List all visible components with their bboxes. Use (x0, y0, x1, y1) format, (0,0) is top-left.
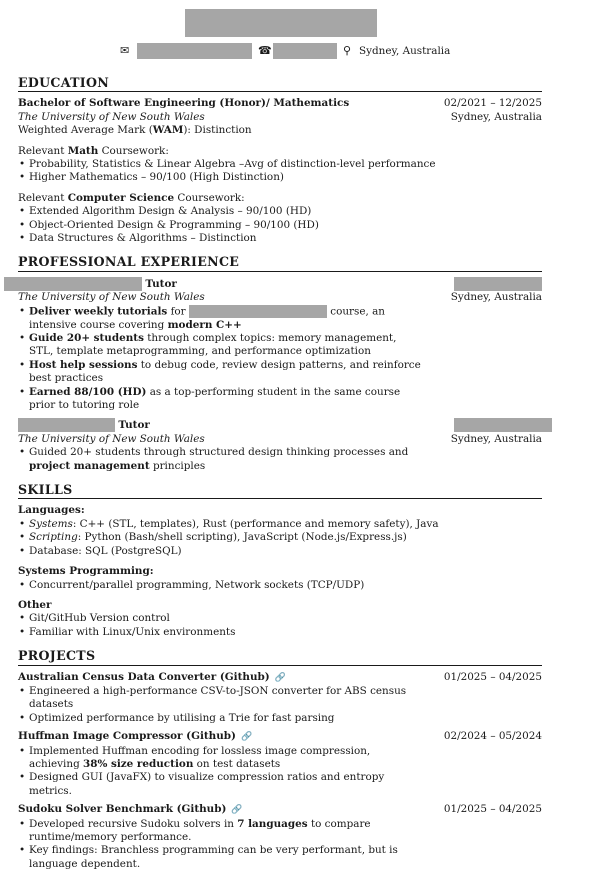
redacted-dates (454, 277, 542, 291)
list-item: • Higher Mathematics – 90/100 (High Distinction) (29, 171, 542, 184)
list-item: • Guided 20+ students through structured design thinking processes and project management principles (29, 446, 422, 473)
redacted-dates (454, 418, 552, 432)
skills-systems-title: Systems Programming: (18, 565, 154, 578)
redacted-course-name (189, 305, 327, 318)
project-dates: 01/2025 – 04/2025 (443, 803, 542, 816)
list-item: • Extended Algorithm Design & Analysis – 90/100 (HD) (29, 205, 542, 218)
link-icon[interactable]: 🔗 (240, 732, 253, 743)
list-item: • Host help sessions to debug code, review design patterns, and reinforce best practices (29, 359, 422, 386)
project-entry-3 (18, 803, 542, 871)
project-dates: 01/2025 – 04/2025 (443, 670, 542, 683)
math-coursework-list (18, 158, 542, 185)
map-pin-icon: ⚲ (343, 44, 352, 57)
list-item: • Optimized performance by utilising a Trie for fast parsing (29, 712, 452, 725)
experience-location: Sydney, Australia (450, 432, 542, 445)
list-item: • Implemented Huffman encoding for lossless image compression, achieving 38% size reduction on test datasets (29, 745, 422, 772)
skills-languages (18, 504, 542, 558)
degree-title: Bachelor of Software Engineering (Honor)/ Mathematics (18, 97, 350, 110)
wam-line: Weighted Average Mark (WAM): Distinction (18, 124, 252, 137)
cs-coursework-heading: Relevant Computer Science Coursework: (18, 191, 245, 204)
project-entry-2 (18, 730, 542, 798)
experience-location: Sydney, Australia (450, 291, 542, 304)
experience-school: The University of New South Wales (18, 432, 205, 445)
list-item: • Git/GitHub Version control (29, 612, 542, 625)
education-dates: 02/2021 – 12/2025 (443, 97, 542, 110)
resume-body (18, 70, 542, 871)
experience-school: The University of New South Wales (18, 291, 205, 304)
skills-systems (18, 565, 542, 592)
list-item: • Systems: C++ (STL, templates), Rust (performance and memory safety), Java (29, 518, 542, 531)
mail-icon: ✉ (120, 44, 130, 57)
skills-other-title: Other (18, 598, 52, 611)
project-entry-1 (18, 671, 542, 726)
contact-row (0, 43, 600, 59)
skills-languages-title: Languages: (18, 504, 85, 517)
link-icon[interactable]: 🔗 (274, 672, 286, 683)
education-entry (18, 97, 542, 245)
list-item: • Concurrent/parallel programming, Network sockets (TCP/UDP) (29, 579, 542, 592)
math-coursework-heading: Relevant Math Coursework: (18, 144, 169, 157)
project-title: Australian Census Data Converter (Github) (18, 670, 270, 683)
experience-entry-1 (18, 277, 542, 413)
redacted-email (137, 43, 252, 59)
section-title-experience: PROFESSIONAL EXPERIENCE (18, 255, 542, 271)
education-location: Sydney, Australia (450, 110, 542, 123)
project-dates: 02/2024 – 05/2024 (443, 730, 542, 743)
section-title-skills: SKILLS (18, 483, 542, 499)
list-item: • Guide 20+ students through complex topics: memory management, STL, template metaprogramming, and performance optimization (29, 332, 422, 359)
list-item: • Designed GUI (JavaFX) to visualize compression ratios and entropy metrics. (29, 771, 422, 798)
section-title-projects: PROJECTS (18, 649, 542, 665)
cs-coursework-list (18, 205, 542, 245)
phone-icon: ☎ (258, 44, 272, 57)
list-item: • Data Structures & Algorithms – Distinction (29, 232, 542, 245)
list-item: • Developed recursive Sudoku solvers in 7 languages to compare runtime/memory performance. (29, 818, 422, 845)
education-school: The University of New South Wales (18, 110, 205, 123)
experience-role: Tutor (145, 277, 177, 290)
project-title: Sudoku Solver Benchmark (Github) (18, 803, 227, 816)
list-item: • Earned 88/100 (HD) as a top-performing student in the same course prior to tutoring role (29, 386, 422, 413)
experience-bullets (18, 446, 542, 473)
redacted-course (4, 277, 142, 291)
section-title-education: EDUCATION (18, 76, 542, 92)
list-item: • Familiar with Linux/Unix environments (29, 626, 542, 639)
experience-role: Tutor (118, 419, 150, 432)
list-item: • Database: SQL (PostgreSQL) (29, 545, 542, 558)
list-item: • Scripting: Python (Bash/shell scripting), JavaScript (Node.js/Express.js) (29, 531, 542, 544)
list-item: • Object-Oriented Design & Programming – 90/100 (HD) (29, 219, 542, 232)
redacted-phone (273, 43, 337, 59)
experience-entry-2 (18, 418, 542, 473)
redacted-course (18, 418, 115, 432)
project-title: Huffman Image Compressor (Github) (18, 730, 236, 743)
header-location: Sydney, Australia (359, 45, 451, 57)
link-icon[interactable]: 🔗 (231, 805, 243, 816)
list-item: • Key findings: Branchless programming can be very performant, but is language dependent. (29, 844, 422, 871)
resume-header (0, 0, 600, 70)
list-item: • Engineered a high-performance CSV-to-JSON converter for ABS census datasets (29, 685, 452, 712)
redacted-name (185, 9, 377, 37)
experience-bullets (18, 305, 542, 413)
list-item: • Deliver weekly tutorials for course, an intensive course covering modern C++ (29, 305, 422, 332)
skills-other (18, 599, 542, 639)
list-item: • Probability, Statistics & Linear Algebra –Avg of distinction-level performance (29, 158, 542, 171)
